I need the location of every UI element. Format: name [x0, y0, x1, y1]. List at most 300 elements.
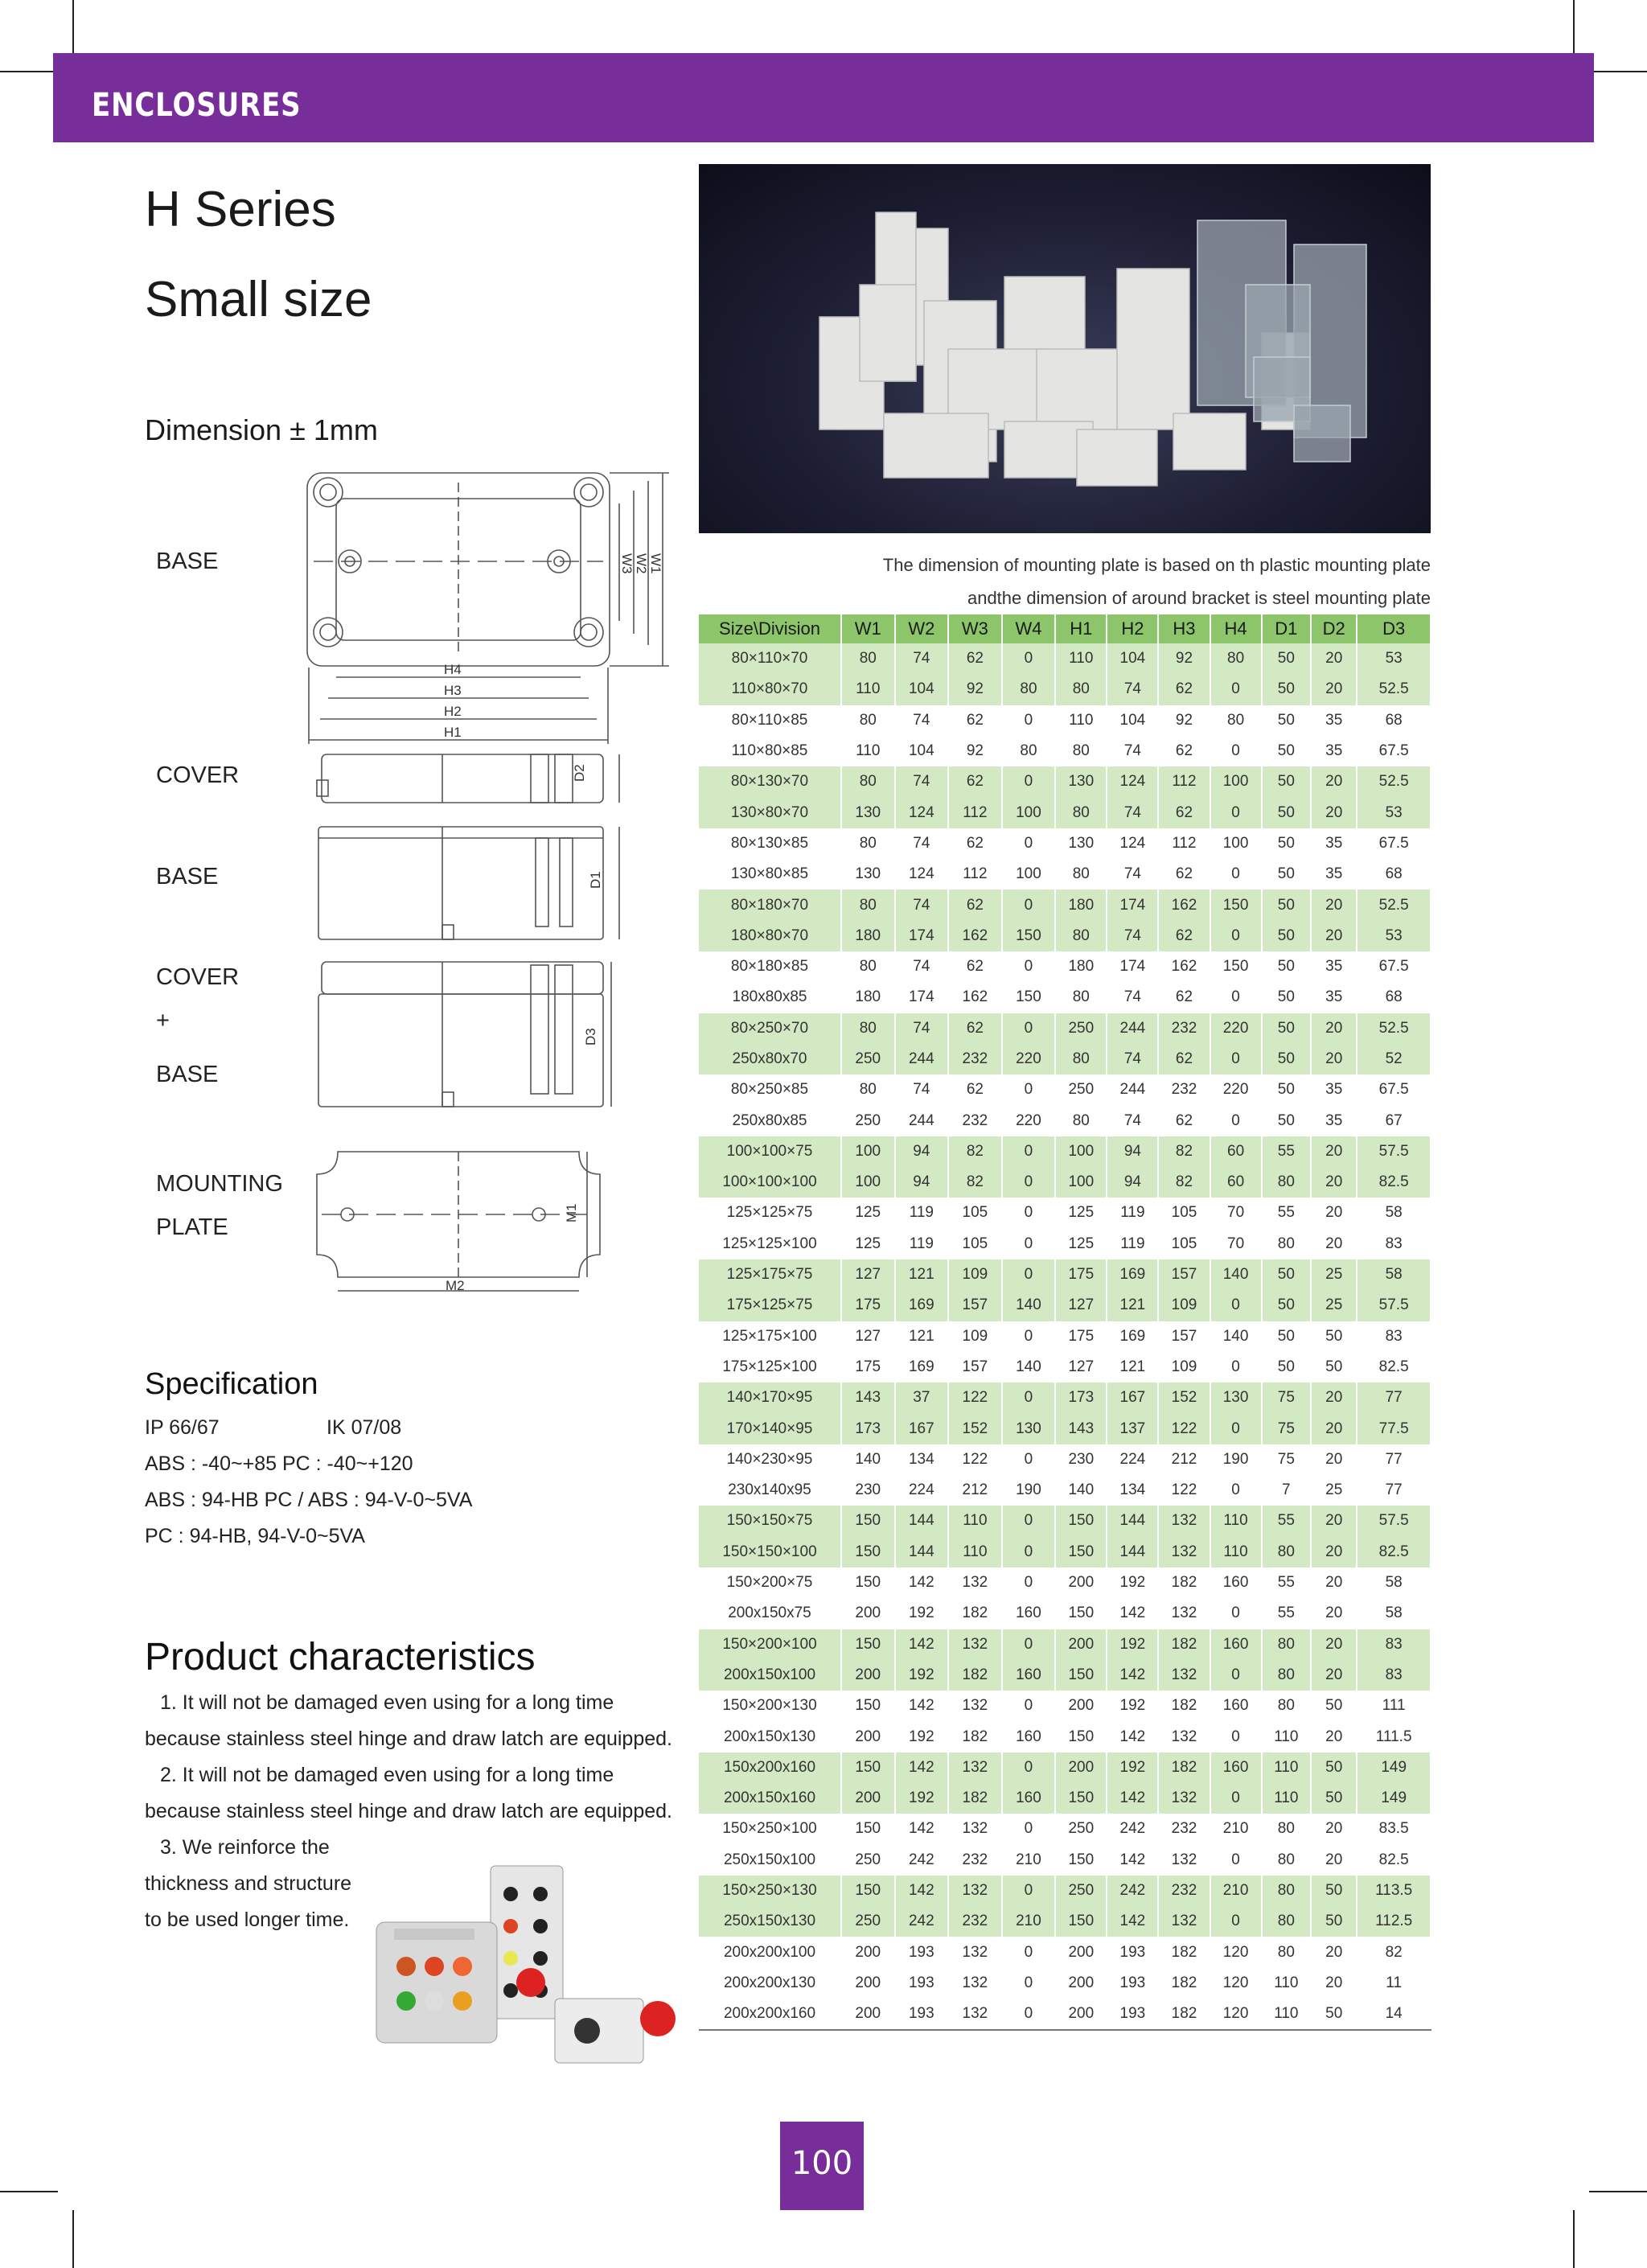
dimension-cell: 25	[1311, 1475, 1357, 1506]
size-cell: 170×140×95	[699, 1413, 841, 1444]
table-note-line: andthe dimension of around bracket is steel mounting plate	[967, 588, 1431, 608]
crop-mark	[1573, 2210, 1575, 2268]
dimension-cell: 110	[1262, 1721, 1311, 1752]
dimension-cell: 111	[1357, 1691, 1431, 1721]
dimension-cell: 0	[1002, 1229, 1056, 1259]
dimension-cell: 157	[948, 1290, 1002, 1321]
dimension-cell: 67.5	[1357, 951, 1431, 982]
size-cell: 150×250×130	[699, 1876, 841, 1906]
dimension-cell: 124	[1107, 828, 1158, 859]
dimension-cell: 70	[1210, 1229, 1262, 1259]
dimension-cell: 104	[895, 736, 949, 766]
dimension-cell: 150	[1002, 921, 1056, 951]
dimension-cell: 77	[1357, 1475, 1431, 1506]
dimension-cell: 100	[1002, 859, 1056, 890]
dimension-cell: 109	[1158, 1352, 1210, 1383]
table-row	[699, 1598, 1431, 1629]
dimension-cell: 144	[895, 1537, 949, 1567]
label-plus: +	[156, 1008, 170, 1033]
dimension-cell: 220	[1002, 1044, 1056, 1074]
dimension-cell: 122	[1158, 1413, 1210, 1444]
dimension-cell: 110	[1262, 1752, 1311, 1783]
dimension-cell: 220	[1210, 1013, 1262, 1044]
dimension-cell: 20	[1311, 643, 1357, 674]
dimension-cell: 50	[1262, 1290, 1311, 1321]
dimension-cell: 182	[1158, 1629, 1210, 1660]
dimension-cell: 0	[1210, 1352, 1262, 1383]
dimension-cell: 82	[948, 1167, 1002, 1198]
dimension-cell: 140	[1210, 1321, 1262, 1352]
dimension-cell: 132	[1158, 1721, 1210, 1752]
dimension-cell: 132	[1158, 1537, 1210, 1567]
dimension-cell: 80	[1055, 736, 1107, 766]
dimension-cell: 20	[1311, 1937, 1357, 1967]
size-cell: 100×100×75	[699, 1136, 841, 1167]
dimension-cell: 169	[1107, 1259, 1158, 1290]
dimension-cell: 132	[948, 1999, 1002, 2030]
dimension-cell: 193	[1107, 1999, 1158, 2030]
dimension-cell: 0	[1210, 1413, 1262, 1444]
char-line: 1. It will not be damaged even using for a long time	[160, 1691, 614, 1714]
dimension-table	[699, 614, 1431, 2031]
dimension-cell: 50	[1262, 1074, 1311, 1105]
dimension-cell: 50	[1262, 1352, 1311, 1383]
table-header-cell: D1	[1262, 614, 1311, 643]
size-cell: 200x200x130	[699, 1968, 841, 1999]
table-row	[699, 643, 1431, 674]
dimension-cell: 230	[1055, 1444, 1107, 1475]
dimension-cell: 82	[1357, 1937, 1431, 1967]
dimension-cell: 53	[1357, 921, 1431, 951]
section-title: ENCLOSURES	[92, 87, 302, 124]
dimension-cell: 112	[1158, 828, 1210, 859]
dimension-cell: 110	[948, 1506, 1002, 1536]
dimension-cell: 250	[1055, 1013, 1107, 1044]
dimension-cell: 55	[1262, 1506, 1311, 1536]
dimension-note: Dimension ± 1mm	[145, 413, 378, 446]
dimension-cell: 157	[1158, 1259, 1210, 1290]
dimension-cell: 193	[895, 1937, 949, 1967]
label-plate: PLATE	[156, 1214, 228, 1240]
dimension-cell: 0	[1002, 1321, 1056, 1352]
dimension-cell: 20	[1311, 1968, 1357, 1999]
dimension-cell: 200	[841, 1598, 895, 1629]
dimension-cell: 250	[841, 1044, 895, 1074]
size-cell: 200x150x100	[699, 1660, 841, 1691]
table-row	[699, 1629, 1431, 1660]
size-subtitle: Small size	[145, 272, 372, 327]
dimension-cell: 0	[1210, 1845, 1262, 1876]
dimension-cell: 77	[1357, 1383, 1431, 1413]
dimension-cell: 110	[841, 674, 895, 705]
dimension-cell: 50	[1262, 674, 1311, 705]
page-number: 100	[780, 2122, 864, 2210]
dimension-cell: 92	[948, 674, 1002, 705]
crop-mark	[1589, 71, 1647, 72]
dimension-cell: 112	[948, 859, 1002, 890]
table-header-cell: D3	[1357, 614, 1431, 643]
dimension-cell: 0	[1210, 859, 1262, 890]
size-cell: 200x150x130	[699, 1721, 841, 1752]
dimension-cell: 144	[1107, 1506, 1158, 1536]
dimension-cell: 182	[1158, 1691, 1210, 1721]
dimension-cell: 125	[1055, 1229, 1107, 1259]
table-row	[699, 1537, 1431, 1567]
dimension-cell: 80	[1262, 1537, 1311, 1567]
dimension-cell: 62	[948, 766, 1002, 797]
dimension-cell: 67.5	[1357, 1074, 1431, 1105]
dimension-cell: 110	[1262, 1783, 1311, 1814]
dim-w3: W3	[619, 553, 635, 574]
dimension-cell: 125	[841, 1198, 895, 1228]
dimension-cell: 50	[1262, 951, 1311, 982]
dimension-cell: 119	[895, 1198, 949, 1228]
dimension-cell: 174	[1107, 890, 1158, 920]
table-row	[699, 1383, 1431, 1413]
dimension-cell: 7	[1262, 1475, 1311, 1506]
dimension-cell: 67.5	[1357, 736, 1431, 766]
dimension-cell: 50	[1262, 982, 1311, 1013]
dimension-cell: 100	[841, 1136, 895, 1167]
dimension-cell: 50	[1311, 1352, 1357, 1383]
dimension-cell: 80	[841, 828, 895, 859]
dimension-cell: 100	[1055, 1136, 1107, 1167]
dimension-cell: 150	[1055, 1506, 1107, 1536]
dim-d2: D2	[572, 764, 587, 782]
dimension-cell: 80	[1262, 1814, 1311, 1844]
label-mounting: MOUNTING	[156, 1171, 283, 1197]
dimension-cell: 0	[1002, 1383, 1056, 1413]
dimension-cell: 20	[1311, 1444, 1357, 1475]
dimension-cell: 242	[895, 1906, 949, 1937]
dimension-cell: 173	[841, 1413, 895, 1444]
table-row	[699, 1845, 1431, 1876]
dimension-cell: 127	[841, 1321, 895, 1352]
dimension-cell: 182	[948, 1598, 1002, 1629]
dimension-cell: 160	[1210, 1567, 1262, 1598]
dimension-cell: 200	[1055, 1629, 1107, 1660]
dimension-cell: 111.5	[1357, 1721, 1431, 1752]
table-header-cell: Size\Division	[699, 614, 841, 643]
dimension-cell: 62	[1158, 859, 1210, 890]
dimension-cell: 105	[948, 1229, 1002, 1259]
dimension-cell: 110	[1055, 643, 1107, 674]
dimension-cell: 160	[1002, 1660, 1056, 1691]
size-cell: 100×100×100	[699, 1167, 841, 1198]
dimension-cell: 174	[895, 921, 949, 951]
dimension-cell: 0	[1210, 1660, 1262, 1691]
dim-w2: W2	[634, 553, 649, 574]
table-row	[699, 890, 1431, 920]
dimension-cell: 143	[1055, 1413, 1107, 1444]
dimension-cell: 192	[1107, 1752, 1158, 1783]
dimension-cell: 132	[948, 1814, 1002, 1844]
dimension-cell: 100	[1055, 1167, 1107, 1198]
dimension-cell: 52	[1357, 1044, 1431, 1074]
dimension-cell: 92	[1158, 705, 1210, 736]
dimension-cell: 142	[895, 1814, 949, 1844]
dimension-cell: 109	[948, 1259, 1002, 1290]
dimension-cell: 150	[841, 1691, 895, 1721]
dimension-cell: 50	[1311, 1691, 1357, 1721]
table-row	[699, 705, 1431, 736]
dimension-cell: 192	[1107, 1629, 1158, 1660]
dimension-cell: 67	[1357, 1105, 1431, 1136]
table-row	[699, 1044, 1431, 1074]
dimension-cell: 0	[1002, 1444, 1056, 1475]
dimension-cell: 62	[948, 1013, 1002, 1044]
dimension-cell: 169	[1107, 1321, 1158, 1352]
dimension-cell: 127	[841, 1259, 895, 1290]
dimension-cell: 120	[1210, 1937, 1262, 1967]
control-box-image	[370, 1858, 684, 2067]
dimension-cell: 0	[1210, 797, 1262, 828]
table-header-cell: W3	[948, 614, 1002, 643]
dimension-cell: 132	[1158, 1845, 1210, 1876]
dimension-cell: 120	[1210, 1999, 1262, 2030]
table-row	[699, 982, 1431, 1013]
dimension-cell: 224	[1107, 1444, 1158, 1475]
dimension-cell: 124	[895, 797, 949, 828]
dimension-cell: 200	[841, 1999, 895, 2030]
dimension-cell: 140	[1002, 1352, 1056, 1383]
dimension-cell: 182	[948, 1783, 1002, 1814]
dimension-cell: 35	[1311, 951, 1357, 982]
dimension-cell: 74	[895, 890, 949, 920]
dimension-cell: 0	[1002, 951, 1056, 982]
dimension-cell: 174	[895, 982, 949, 1013]
dimension-cell: 100	[841, 1167, 895, 1198]
dimension-cell: 80	[841, 643, 895, 674]
dimension-cell: 80	[1262, 1167, 1311, 1198]
char-line: 2. It will not be damaged even using for a long time	[160, 1764, 614, 1786]
table-row	[699, 674, 1431, 705]
dimension-cell: 74	[1107, 921, 1158, 951]
dimension-cell: 62	[948, 643, 1002, 674]
dimension-cell: 130	[841, 797, 895, 828]
dimension-cell: 67.5	[1357, 828, 1431, 859]
dimension-cell: 35	[1311, 859, 1357, 890]
dimension-cell: 0	[1002, 828, 1056, 859]
table-note-line: The dimension of mounting plate is based on th plastic mounting plate	[882, 555, 1431, 575]
dimension-cell: 110	[1210, 1537, 1262, 1567]
dimension-cell: 182	[948, 1660, 1002, 1691]
size-cell: 80×250×70	[699, 1013, 841, 1044]
size-cell: 180x80x85	[699, 982, 841, 1013]
dimension-cell: 180	[1055, 951, 1107, 982]
dimension-cell: 200	[841, 1721, 895, 1752]
dimension-cell: 200	[841, 1937, 895, 1967]
dimension-cell: 150	[1055, 1660, 1107, 1691]
dimension-cell: 144	[895, 1506, 949, 1536]
dimension-cell: 119	[1107, 1198, 1158, 1228]
dimension-cell: 50	[1262, 828, 1311, 859]
label-base: BASE	[156, 864, 219, 890]
dimension-cell: 130	[1055, 828, 1107, 859]
dimension-cell: 92	[1158, 643, 1210, 674]
dimension-cell: 0	[1002, 1167, 1056, 1198]
dimension-cell: 20	[1311, 797, 1357, 828]
dimension-cell: 80	[1055, 982, 1107, 1013]
dimension-cell: 82	[1158, 1136, 1210, 1167]
dimension-cell: 232	[948, 1845, 1002, 1876]
dimension-cell: 0	[1210, 674, 1262, 705]
dimension-cell: 232	[1158, 1013, 1210, 1044]
dimension-cell: 25	[1311, 1290, 1357, 1321]
dimension-cell: 94	[1107, 1136, 1158, 1167]
dimension-cell: 0	[1210, 1721, 1262, 1752]
table-header-cell: H1	[1055, 614, 1107, 643]
dimension-cell: 74	[1107, 797, 1158, 828]
dimension-cell: 50	[1262, 643, 1311, 674]
dimension-cell: 57.5	[1357, 1290, 1431, 1321]
dimension-cell: 80	[841, 1013, 895, 1044]
dimension-cell: 80	[841, 1074, 895, 1105]
dimension-cell: 0	[1210, 1044, 1262, 1074]
size-cell: 125×175×100	[699, 1321, 841, 1352]
size-cell: 125×175×75	[699, 1259, 841, 1290]
size-cell: 150×200×100	[699, 1629, 841, 1660]
dimension-cell: 94	[895, 1136, 949, 1167]
dimension-cell: 53	[1357, 643, 1431, 674]
size-cell: 200x200x160	[699, 1999, 841, 2030]
dimension-cell: 20	[1311, 1413, 1357, 1444]
dimension-cell: 80	[1055, 1044, 1107, 1074]
dimension-cell: 80	[1262, 1876, 1311, 1906]
dim-d3: D3	[583, 1028, 598, 1046]
dimension-cell: 132	[948, 1968, 1002, 1999]
dimension-cell: 130	[1055, 766, 1107, 797]
dimension-cell: 149	[1357, 1752, 1431, 1783]
dimension-cell: 50	[1311, 1876, 1357, 1906]
dimension-cell: 224	[895, 1475, 949, 1506]
dimension-cell: 150	[841, 1752, 895, 1783]
dimension-cell: 150	[1055, 1721, 1107, 1752]
dimension-cell: 125	[1055, 1198, 1107, 1228]
dimension-cell: 150	[1055, 1906, 1107, 1937]
dim-h3: H3	[444, 683, 462, 698]
dimension-cell: 137	[1107, 1413, 1158, 1444]
dimension-cell: 52.5	[1357, 890, 1431, 920]
dimension-cell: 157	[948, 1352, 1002, 1383]
table-row	[699, 1567, 1431, 1598]
dimension-cell: 122	[948, 1383, 1002, 1413]
dimension-cell: 52.5	[1357, 674, 1431, 705]
dimension-cell: 150	[1002, 982, 1056, 1013]
dimension-cell: 132	[1158, 1783, 1210, 1814]
dimension-cell: 132	[1158, 1598, 1210, 1629]
dimension-cell: 0	[1002, 1968, 1056, 1999]
dimension-cell: 50	[1311, 1783, 1357, 1814]
dimension-cell: 192	[895, 1721, 949, 1752]
dimension-cell: 180	[841, 921, 895, 951]
dimension-cell: 0	[1002, 643, 1056, 674]
size-cell: 80×130×70	[699, 766, 841, 797]
dimension-cell: 74	[895, 1013, 949, 1044]
size-cell: 250x80x85	[699, 1105, 841, 1136]
specification-title: Specification	[145, 1367, 318, 1401]
dimension-cell: 110	[948, 1537, 1002, 1567]
dimension-cell: 80	[1262, 1906, 1311, 1937]
dimension-cell: 0	[1210, 1475, 1262, 1506]
size-cell: 175×125×75	[699, 1290, 841, 1321]
dimension-cell: 0	[1002, 1876, 1056, 1906]
product-photo	[699, 164, 1431, 533]
table-row	[699, 1444, 1431, 1475]
dimension-cell: 142	[1107, 1660, 1158, 1691]
dimension-cell: 192	[1107, 1691, 1158, 1721]
dimension-cell: 121	[895, 1259, 949, 1290]
dimension-cell: 0	[1210, 1598, 1262, 1629]
dimension-cell: 160	[1210, 1752, 1262, 1783]
dimension-cell: 62	[1158, 674, 1210, 705]
dimension-cell: 200	[1055, 1691, 1107, 1721]
dimension-cell: 182	[1158, 1937, 1210, 1967]
dimension-cell: 175	[841, 1290, 895, 1321]
table-header-cell: H4	[1210, 614, 1262, 643]
dimension-cell: 150	[841, 1567, 895, 1598]
dimension-cell: 250	[841, 1845, 895, 1876]
dimension-cell: 144	[1107, 1537, 1158, 1567]
dimension-cell: 150	[841, 1537, 895, 1567]
dimension-cell: 74	[895, 1074, 949, 1105]
dimension-cell: 35	[1311, 705, 1357, 736]
dimension-cell: 20	[1311, 1567, 1357, 1598]
dimension-cell: 20	[1311, 1229, 1357, 1259]
dimension-cell: 232	[1158, 1074, 1210, 1105]
dimension-cell: 80	[841, 766, 895, 797]
dimension-cell: 132	[948, 1937, 1002, 1967]
dimension-cell: 200	[1055, 1752, 1107, 1783]
dimension-cell: 175	[1055, 1259, 1107, 1290]
dim-h2: H2	[444, 704, 462, 719]
size-cell: 150x200x160	[699, 1752, 841, 1783]
table-row	[699, 1968, 1431, 1999]
dimension-cell: 130	[1210, 1383, 1262, 1413]
dimension-cell: 82.5	[1357, 1352, 1431, 1383]
label-cover: COVER	[156, 964, 240, 990]
dimension-cell: 232	[1158, 1876, 1210, 1906]
dimension-cell: 82.5	[1357, 1537, 1431, 1567]
dimension-cell: 190	[1002, 1475, 1056, 1506]
dimension-cell: 80	[1002, 674, 1056, 705]
dimension-cell: 74	[895, 828, 949, 859]
table-row	[699, 1506, 1431, 1536]
dimension-cell: 0	[1002, 1691, 1056, 1721]
dim-m1: M1	[564, 1203, 579, 1222]
dimension-cell: 0	[1002, 1999, 1056, 2030]
table-header-cell: W4	[1002, 614, 1056, 643]
dimension-cell: 100	[1210, 766, 1262, 797]
dimension-cell: 20	[1311, 890, 1357, 920]
dimension-cell: 142	[895, 1752, 949, 1783]
size-cell: 150×250×100	[699, 1814, 841, 1844]
dimension-cell: 242	[895, 1845, 949, 1876]
dimension-cell: 62	[1158, 736, 1210, 766]
dimension-cell: 127	[1055, 1352, 1107, 1383]
dimension-cell: 104	[895, 674, 949, 705]
dimension-cell: 62	[948, 951, 1002, 982]
dimension-cell: 180	[1055, 890, 1107, 920]
dimension-cell: 132	[1158, 1660, 1210, 1691]
dimension-cell: 74	[895, 951, 949, 982]
size-cell: 250x150x130	[699, 1906, 841, 1937]
dimension-cell: 160	[1002, 1598, 1056, 1629]
table-row	[699, 1999, 1431, 2030]
dimension-cell: 80	[1262, 1629, 1311, 1660]
dimension-cell: 192	[1107, 1567, 1158, 1598]
dimension-cell: 80	[841, 705, 895, 736]
